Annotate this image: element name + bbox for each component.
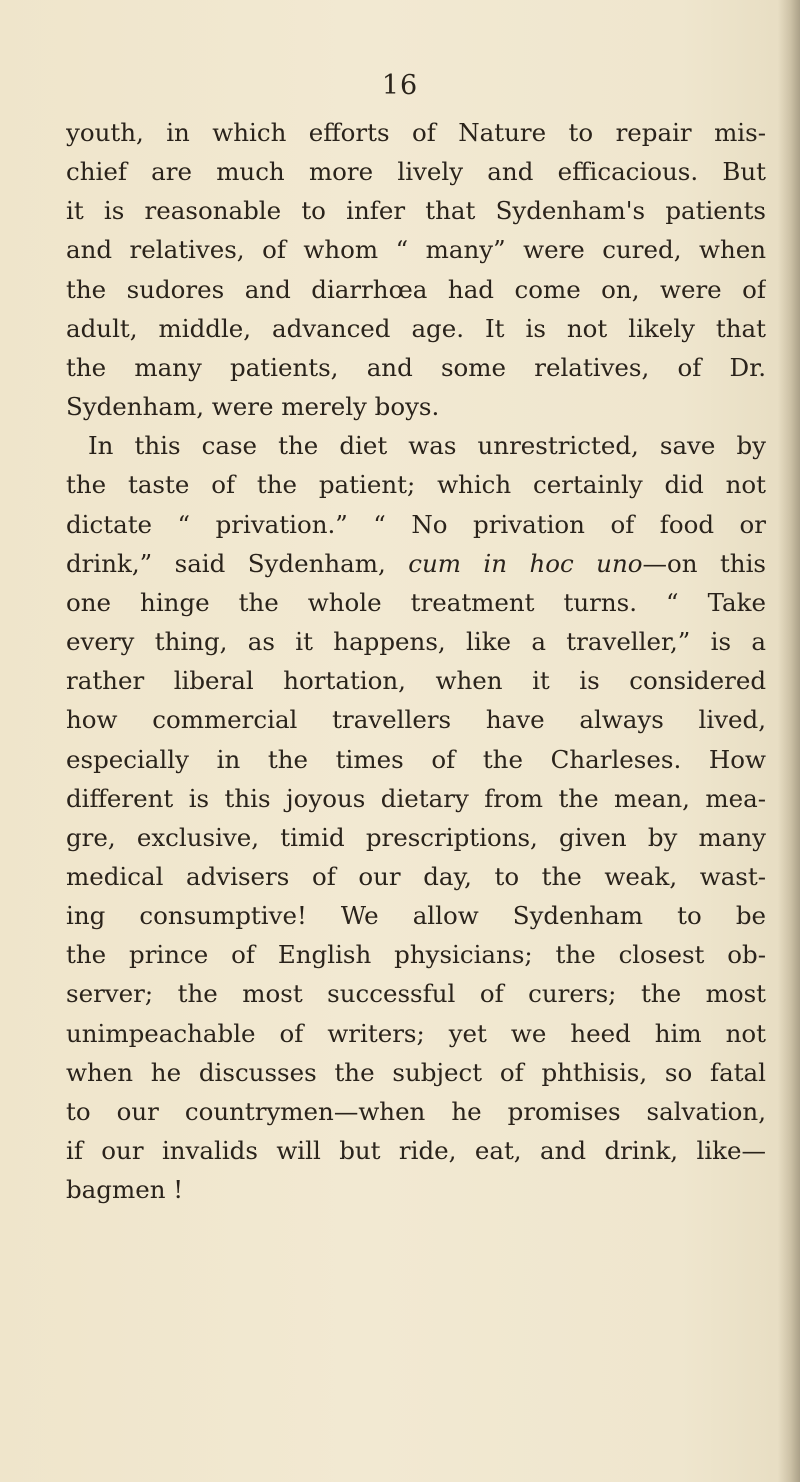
text-line: the taste of the patient; which certainly did not xyxy=(66,470,766,500)
text-line: server; the most successful of curers; the most xyxy=(66,979,766,1009)
body-text xyxy=(66,113,766,1209)
text-segment: drink,” said Sydenham, xyxy=(66,548,386,578)
paragraph-end-line: bagmen ! xyxy=(66,1175,184,1205)
text-line: ing consumptive! We allow Sydenham to be xyxy=(66,901,766,931)
text-line: if our invalids will but ride, eat, and drink, like— xyxy=(66,1136,766,1166)
text-line: gre, exclusive, timid prescriptions, given by many xyxy=(66,822,766,852)
text-line-with-italic xyxy=(66,544,766,583)
text-line: chief are much more lively and efficacious. But xyxy=(66,157,766,187)
paragraph-end-line: Sydenham, were merely boys. xyxy=(66,392,440,422)
text-line: rather liberal hortation, when it is considered xyxy=(66,666,766,696)
latin-phrase: cum in hoc uno xyxy=(408,548,643,578)
text-line: the sudores and diarrhœa had come on, were of xyxy=(66,274,766,304)
text-line: the many patients, and some relatives, of Dr. xyxy=(66,352,766,382)
text-line: especially in the times of the Charleses. How xyxy=(66,744,766,774)
text-line: when he discusses the subject of phthisis, so fatal xyxy=(66,1057,766,1087)
text-line: youth, in which efforts of Nature to repair mis- xyxy=(66,118,766,147)
text-line: different is this joyous dietary from the mean, mea- xyxy=(66,783,766,813)
text-line: dictate “ privation.” “ No privation of food or xyxy=(66,509,766,539)
text-line: unimpeachable of writers; yet we heed him not xyxy=(66,1018,766,1048)
text-line: and relatives, of whom “ many” were cured, when xyxy=(66,235,766,265)
text-line: it is reasonable to infer that Sydenham's patients xyxy=(66,196,766,226)
text-line: adult, middle, advanced age. It is not likely that xyxy=(66,313,766,343)
text-line: medical advisers of our day, to the weak, wast- xyxy=(66,861,766,891)
text-line: to our countrymen—when he promises salvation, xyxy=(66,1096,766,1126)
text-line: one hinge the whole treatment turns. “ Take xyxy=(66,587,766,617)
page-number: 16 xyxy=(381,70,419,101)
text-segment: —on this xyxy=(642,548,766,578)
paragraph-start-line: In this case the diet was unrestricted, save by xyxy=(88,431,766,461)
text-line: the prince of English physicians; the closest ob- xyxy=(66,940,766,970)
page-edge-shadow xyxy=(778,0,800,1482)
text-line: how commercial travellers have always lived, xyxy=(66,705,766,735)
text-line: every thing, as it happens, like a traveller,” is a xyxy=(66,627,766,657)
